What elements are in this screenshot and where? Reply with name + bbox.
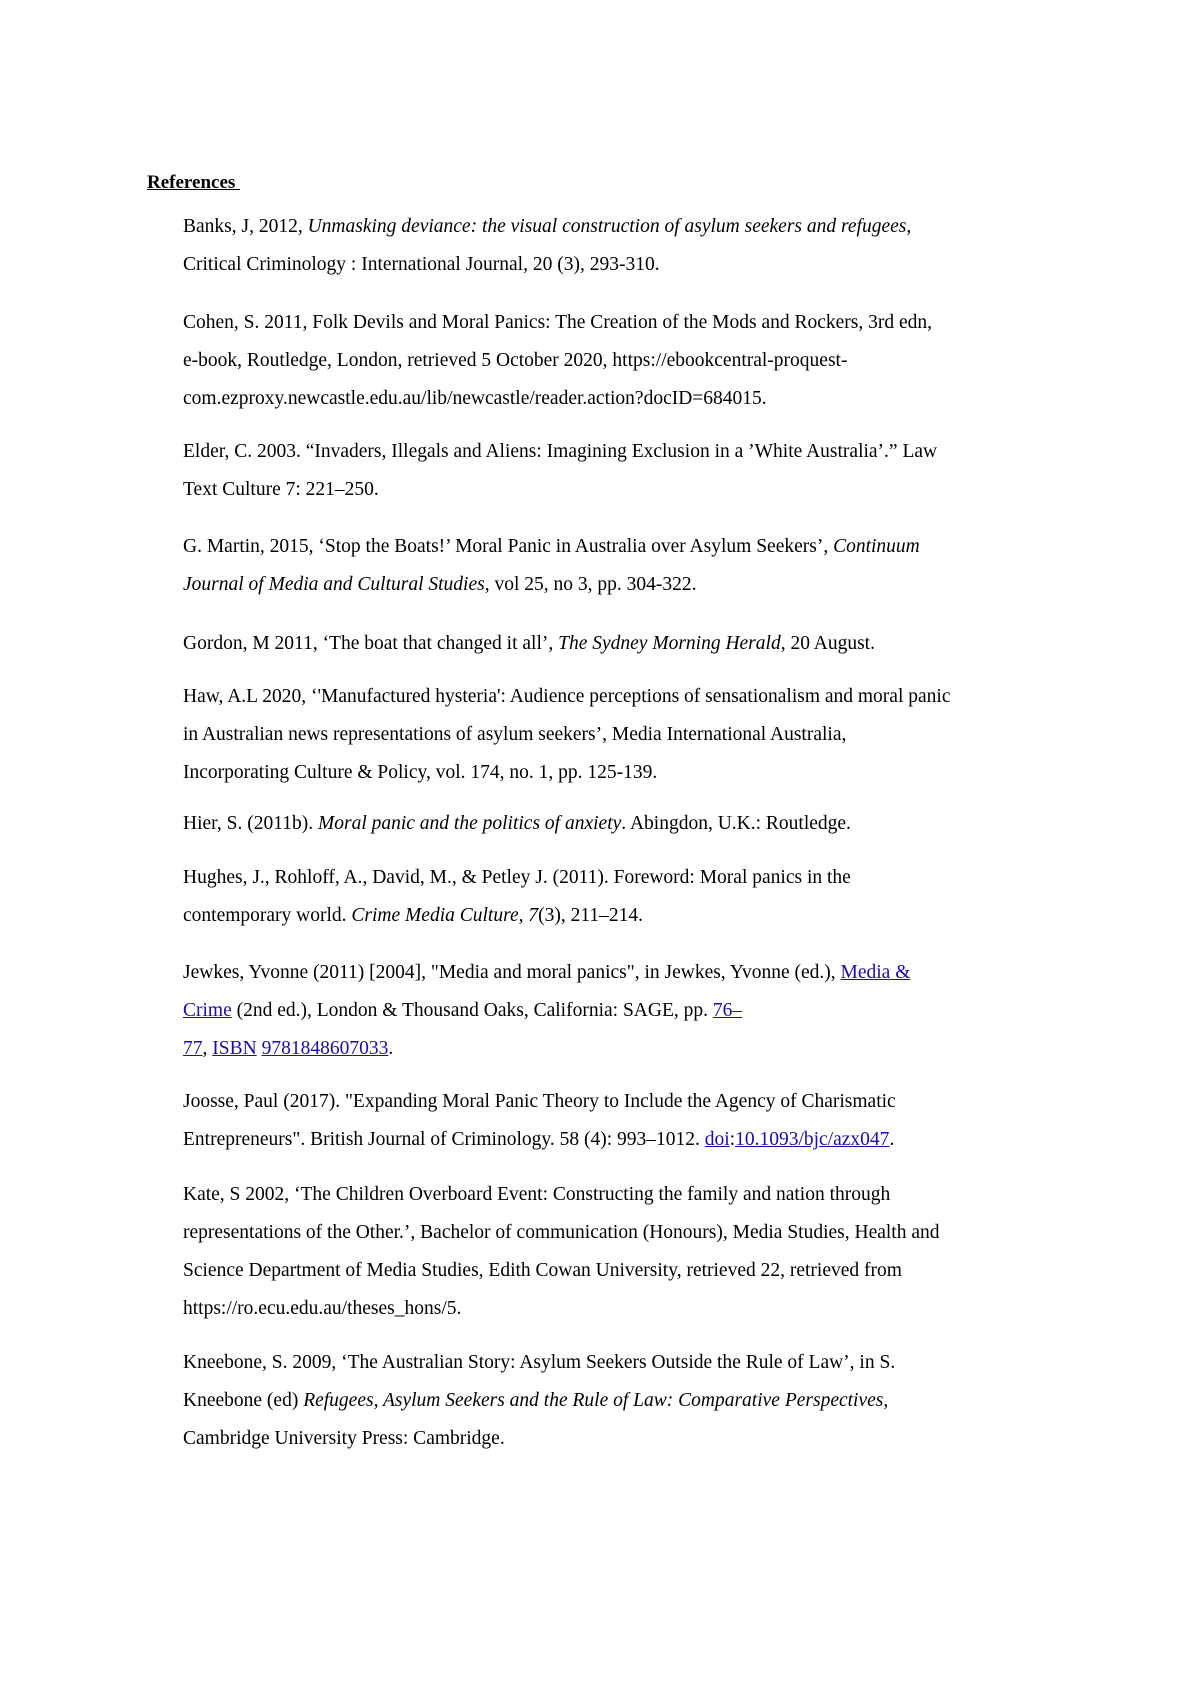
reference-title-italic: Refugees, Asylum Seekers and the Rule of Law: Comparative Perspectives <box>303 1390 884 1411</box>
reference-line <box>183 678 1083 716</box>
reference-line <box>183 1083 1083 1121</box>
reference-line <box>183 208 1083 246</box>
reference-text: , 20 August. <box>780 633 875 654</box>
reference-title-italic: Moral panic and the politics of anxiety <box>317 813 622 834</box>
reference-text: Cambridge University Press: Cambridge. <box>183 1428 505 1449</box>
reference-text: Text Culture 7: 221–250. <box>183 479 379 500</box>
references-heading: References <box>147 172 241 193</box>
reference-text: Hughes, J., Rohloff, A., David, M., & Petley J. (2011). Foreword: Moral panics in the <box>183 867 851 888</box>
reference-text: Gordon, M 2011, ‘The boat that changed it all’, <box>183 633 559 654</box>
reference-text: representations of the Other.’, Bachelor of communication (Honours), Media Studies, Health and <box>183 1222 940 1243</box>
reference-text: Critical Criminology : International Journal, 20 (3), 293-310. <box>183 254 660 275</box>
reference-link[interactable]: 10.1093/bjc/azx047 <box>735 1129 890 1150</box>
reference-entry <box>183 304 1083 418</box>
reference-line <box>183 528 1083 566</box>
reference-text: , <box>883 1390 889 1411</box>
reference-title-italic: Journal of Media and Cultural Studies <box>183 574 485 595</box>
reference-line <box>183 380 1083 418</box>
reference-line <box>183 342 1083 380</box>
reference-text: (3), 211–214. <box>538 905 643 926</box>
reference-link[interactable]: Crime <box>183 1000 232 1021</box>
reference-link[interactable]: 77 <box>183 1038 203 1059</box>
reference-entry <box>183 954 1083 1068</box>
reference-text: in Australian news representations of asylum seekers’, Media International Australia, <box>183 724 847 745</box>
reference-line <box>183 471 1083 509</box>
reference-entry <box>183 1344 1083 1458</box>
reference-text: Joosse, Paul (2017). "Expanding Moral Panic Theory to Include the Agency of Charismatic <box>183 1091 896 1112</box>
reference-text: , <box>518 905 529 926</box>
reference-title-italic: Crime Media Culture <box>351 905 519 926</box>
reference-title-italic: The Sydney Morning Herald <box>558 633 781 654</box>
reference-entry <box>183 678 1083 792</box>
reference-line <box>183 897 1083 935</box>
reference-link[interactable]: 9781848607033 <box>261 1038 389 1059</box>
reference-text: (2nd ed.), London & Thousand Oaks, California: SAGE, pp. <box>231 1000 713 1021</box>
reference-line <box>183 1252 1083 1290</box>
reference-entry <box>183 528 1083 604</box>
reference-text: e-book, Routledge, London, retrieved 5 October 2020, https://ebookcentral-proquest- <box>183 350 848 371</box>
reference-text: . <box>388 1038 394 1059</box>
reference-text: Science Department of Media Studies, Edith Cowan University, retrieved 22, retrieved from <box>183 1260 902 1281</box>
reference-entry <box>183 1083 1083 1159</box>
reference-line <box>183 625 1083 663</box>
reference-title-italic: 7 <box>528 905 539 926</box>
reference-line <box>183 1382 1083 1420</box>
reference-text: : <box>729 1129 736 1150</box>
reference-entry <box>183 433 1083 509</box>
reference-line <box>183 1030 1083 1068</box>
reference-line <box>183 1290 1083 1328</box>
reference-line <box>183 1420 1083 1458</box>
reference-text: Kneebone, S. 2009, ‘The Australian Story: Asylum Seekers Outside the Rule of Law’, in S. <box>183 1352 896 1373</box>
reference-title-italic: Unmasking deviance: the visual construction of asylum seekers and refugees <box>307 216 907 237</box>
reference-text: Entrepreneurs". British Journal of Criminology. 58 (4): 993–1012. <box>183 1129 705 1150</box>
reference-line <box>183 805 1083 843</box>
reference-line <box>183 992 1083 1030</box>
reference-link[interactable]: Media & <box>840 962 911 983</box>
reference-text: Kate, S 2002, ‘The Children Overboard Event: Constructing the family and nation through <box>183 1184 891 1205</box>
reference-text: , vol 25, no 3, pp. 304-322. <box>484 574 697 595</box>
reference-text: contemporary world. <box>183 905 352 926</box>
reference-line <box>183 1344 1083 1382</box>
reference-text: . <box>889 1129 895 1150</box>
reference-text: Banks, J, 2012, <box>183 216 308 237</box>
reference-line <box>183 754 1083 792</box>
reference-line <box>183 1121 1083 1159</box>
reference-entry <box>183 805 1083 843</box>
reference-title-italic: Continuum <box>833 536 920 557</box>
reference-link[interactable]: doi <box>704 1129 730 1150</box>
reference-line <box>183 859 1083 897</box>
reference-line <box>183 304 1083 342</box>
reference-line <box>183 954 1083 992</box>
reference-entry <box>183 859 1083 935</box>
reference-text: https://ro.ecu.edu.au/theses_hons/5. <box>183 1298 462 1319</box>
reference-text: , <box>906 216 912 237</box>
reference-text: Cohen, S. 2011, Folk Devils and Moral Panics: The Creation of the Mods and Rockers, 3rd edn, <box>183 312 933 333</box>
reference-entry <box>183 1176 1083 1328</box>
reference-text: Haw, A.L 2020, ‘'Manufactured hysteria': Audience perceptions of sensationalism and moral panic <box>183 686 951 707</box>
reference-link[interactable]: 76– <box>712 1000 743 1021</box>
reference-text: Incorporating Culture & Policy, vol. 174, no. 1, pp. 125-139. <box>183 762 658 783</box>
reference-entry <box>183 208 1083 284</box>
reference-text: Hier, S. (2011b). <box>183 813 318 834</box>
reference-link[interactable]: ISBN <box>212 1038 257 1059</box>
reference-text: . Abingdon, U.K.: Routledge. <box>621 813 851 834</box>
reference-line <box>183 716 1083 754</box>
reference-text: Kneebone (ed) <box>183 1390 304 1411</box>
reference-line <box>183 1176 1083 1214</box>
reference-text: Elder, C. 2003. “Invaders, Illegals and Aliens: Imagining Exclusion in a ’White Australia’.” Law <box>183 441 938 462</box>
reference-text: G. Martin, 2015, ‘Stop the Boats!’ Moral Panic in Australia over Asylum Seekers’, <box>183 536 834 557</box>
reference-entry <box>183 625 1083 663</box>
reference-line <box>183 246 1083 284</box>
reference-text: com.ezproxy.newcastle.edu.au/lib/newcastle/reader.action?docID=684015. <box>183 388 767 409</box>
reference-text: Jewkes, Yvonne (2011) [2004], "Media and moral panics", in Jewkes, Yvonne (ed.), <box>183 962 841 983</box>
reference-text: , <box>202 1038 213 1059</box>
reference-line <box>183 433 1083 471</box>
reference-line <box>183 1214 1083 1252</box>
reference-line <box>183 566 1083 604</box>
